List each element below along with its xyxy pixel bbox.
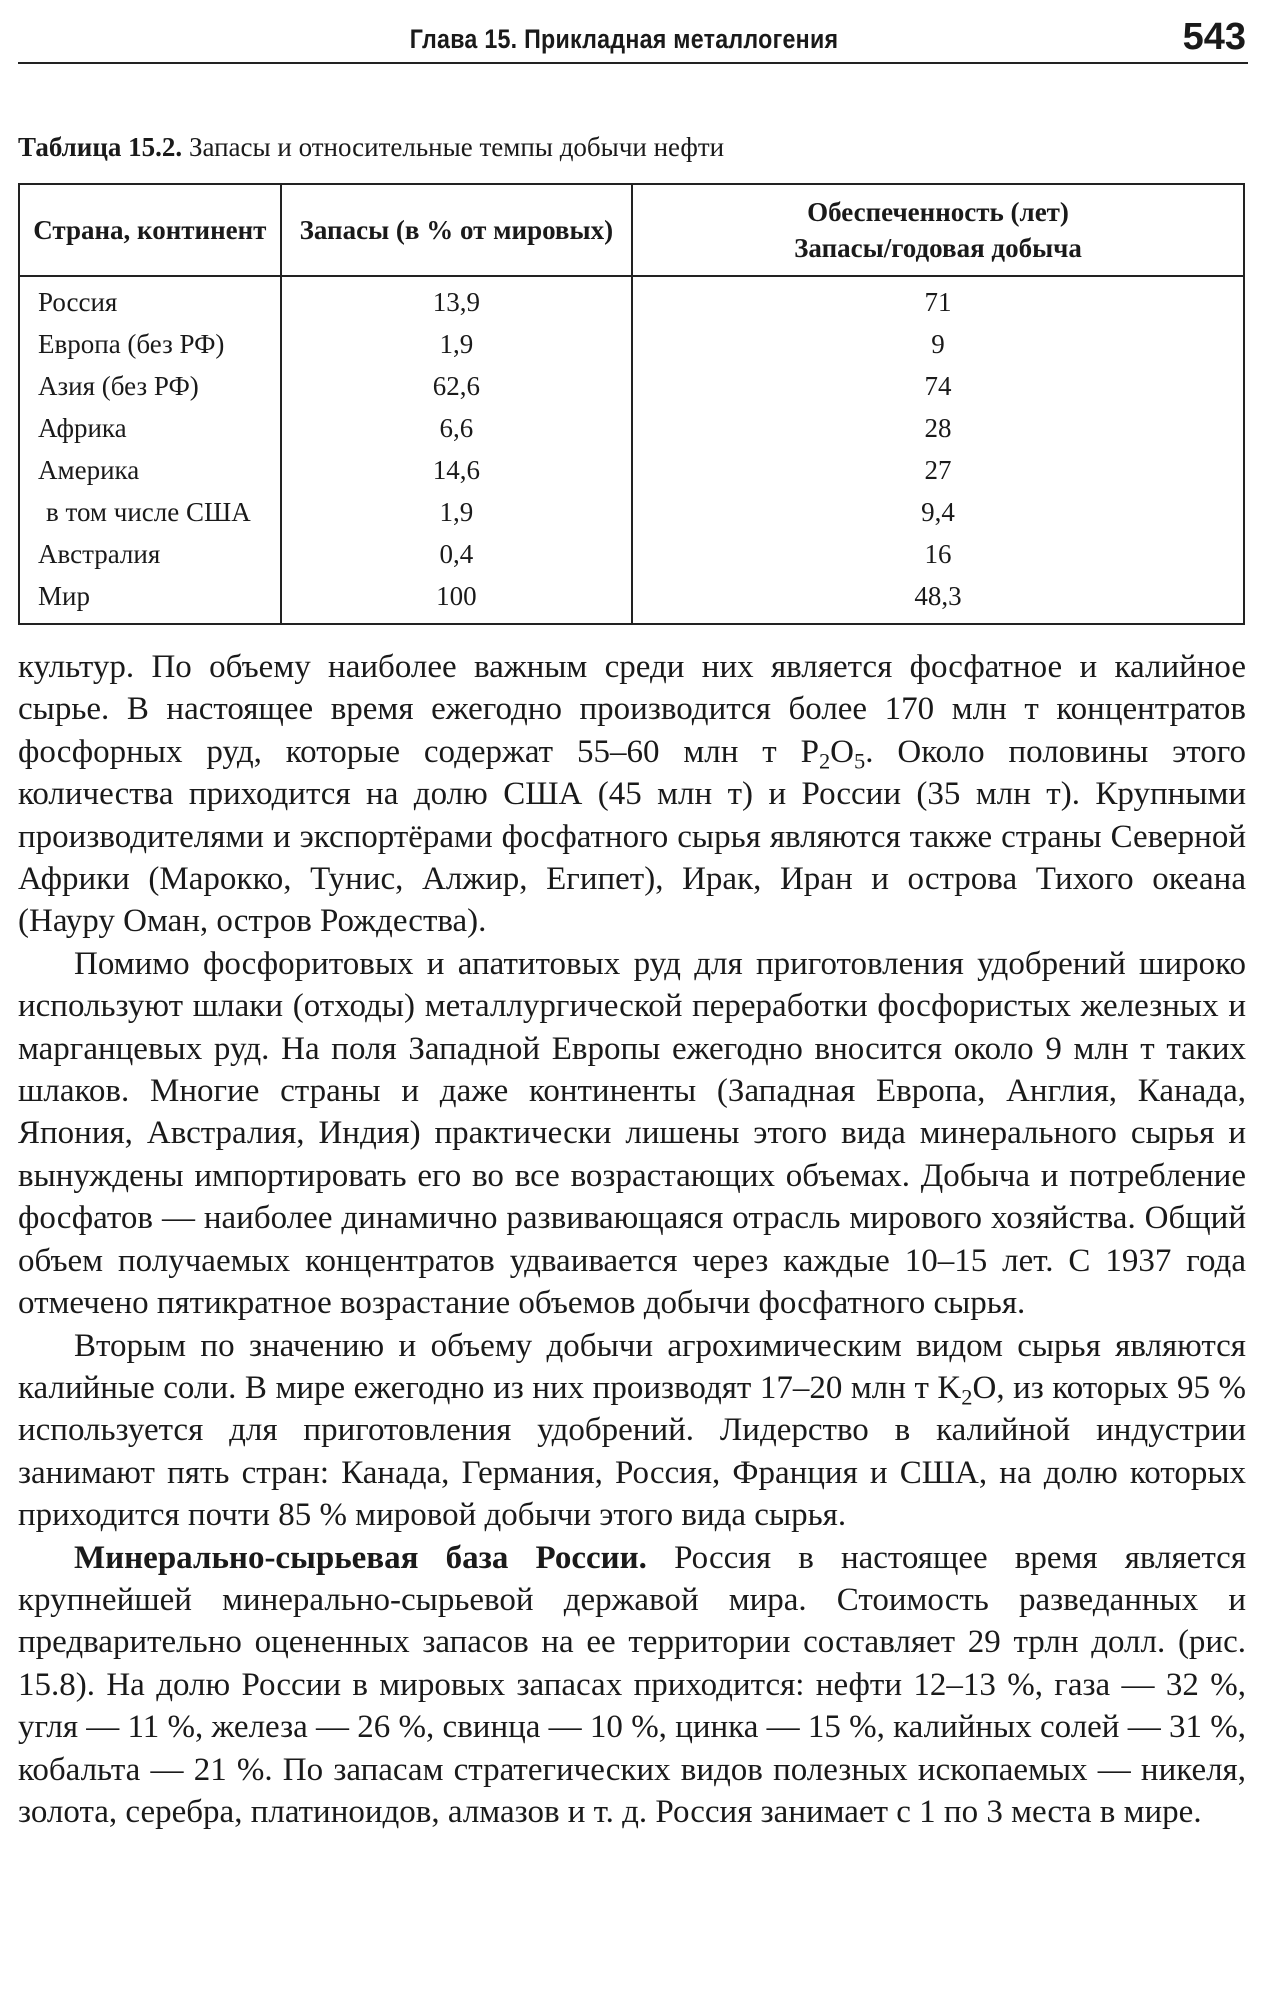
cell-country: Африка bbox=[19, 407, 281, 449]
table-row bbox=[19, 407, 1244, 449]
cell-years: 16 bbox=[632, 533, 1244, 575]
subscript: 5 bbox=[854, 748, 866, 774]
subscript: 2 bbox=[961, 1384, 973, 1410]
col-header-years-line1: Обеспеченность (лет) bbox=[807, 197, 1069, 227]
col-header-reserves: Запасы (в % от мировых) bbox=[281, 184, 632, 276]
cell-reserves: 1,9 bbox=[281, 491, 632, 533]
subscript: 2 bbox=[818, 748, 831, 774]
cell-country: Америка bbox=[19, 449, 281, 491]
cell-reserves: 0,4 bbox=[281, 533, 632, 575]
section-heading: Минерально-сырьевая база России. bbox=[74, 1539, 647, 1576]
cell-reserves: 62,6 bbox=[281, 365, 632, 407]
table-caption-text: Запасы и относительные темпы добычи нефти bbox=[188, 132, 725, 162]
chapter-title: Глава 15. Прикладная металлогения bbox=[409, 24, 838, 54]
table-row bbox=[19, 276, 1244, 323]
cell-years: 9,4 bbox=[632, 491, 1244, 533]
table-caption bbox=[18, 132, 724, 163]
paragraph-russia bbox=[18, 1537, 1246, 1834]
formula-part: O bbox=[830, 733, 854, 770]
paragraph-phosphate bbox=[18, 646, 1246, 943]
cell-reserves: 1,9 bbox=[281, 323, 632, 365]
cell-country: Россия bbox=[19, 276, 281, 323]
paragraph-potash-b: O, из которых 95 % используется для приготовления удобрений. Лидерство в калийной индустрии занимают пять стран: Канада, Германия, Россия, Франция и США, на долю которых приходится почти 85 % мировой добычи этого вида сырья. bbox=[18, 1369, 1246, 1534]
table-row bbox=[19, 365, 1244, 407]
cell-years: 27 bbox=[632, 449, 1244, 491]
paragraph-phosphate-a: культур. По объему наиболее важным среди них является фосфатное и калийное сырье. В настоящее время ежегодно производится более 170 млн т концентратов фосфорных руд, которые содержат 55–60 млн т P bbox=[18, 649, 1246, 770]
table-row bbox=[19, 491, 1244, 533]
paragraph-slag: Помимо фосфоритовых и апатитовых руд для приготовления удобрений широко используют шлаки (отходы) металлургической переработки фосфористых железных и марганцевых руд. На поля Западной Европы ежегодно вносится около 9 млн т таких шлаков. Многие страны и даже континенты (Западная Европа, Англия, Канада, Япония, Австралия, Индия) практически лишены этого вида минерального сырья и вынуждены импортировать его во все возрастающих объемах. Добыча и потребление фосфатов — наиболее динамично развивающаяся отрасль мирового хозяйства. Общий объем получаемых концентратов удваивается через каждые 10–15 лет. С 1937 года отмечено пятикратное возрастание объемов добычи фосфатного сырья. bbox=[18, 945, 1246, 1322]
cell-country: Европа (без РФ) bbox=[19, 323, 281, 365]
col-header-years-line2: Запасы/годовая добыча bbox=[794, 233, 1082, 263]
paragraph-potash bbox=[18, 1325, 1246, 1537]
cell-years: 48,3 bbox=[632, 575, 1244, 624]
table-header-row bbox=[19, 184, 1244, 276]
col-header-years bbox=[632, 184, 1244, 276]
cell-country: Мир bbox=[19, 575, 281, 624]
cell-country: Австралия bbox=[19, 533, 281, 575]
paragraph-russia-text: Россия в настоящее время является крупнейшей минерально-сырьевой державой мира. Стоимость разведанных и предварительно оцененных запасов на ее территории составляет 29 трлн долл. (рис. 15.8). На долю России в мировых запасах приходится: нефти 12–13 %, газа — 32 %, угля — 11 %, железа — 26 %, свинца — 10 %, цинка — 15 %, калийных солей — 31 %, кобальта — 21 %. По запасам стратегических видов полезных ископаемых — никеля, золота, серебра, платиноидов, алмазов и т. д. Россия занимает с 1 по 3 места в мире. bbox=[18, 1539, 1246, 1830]
cell-reserves: 100 bbox=[281, 575, 632, 624]
table-caption-label: Таблица 15.2. bbox=[18, 132, 183, 162]
cell-years: 74 bbox=[632, 365, 1244, 407]
page-number: 543 bbox=[1182, 16, 1246, 58]
oil-reserves-table bbox=[18, 183, 1245, 625]
cell-years: 9 bbox=[632, 323, 1244, 365]
paragraph-potash-a: Вторым по значению и объему добычи агрохимическим видом сырья являются калийные соли. В мире ежегодно из них производят 17–20 млн т K bbox=[18, 1327, 1246, 1406]
table-row bbox=[19, 575, 1244, 624]
cell-years: 28 bbox=[632, 407, 1244, 449]
table-row bbox=[19, 449, 1244, 491]
table-row bbox=[19, 323, 1244, 365]
table-row bbox=[19, 533, 1244, 575]
cell-reserves: 6,6 bbox=[281, 407, 632, 449]
body-text bbox=[18, 646, 1246, 1833]
col-header-country: Страна, континент bbox=[19, 184, 281, 276]
page-header bbox=[18, 12, 1248, 64]
cell-reserves: 13,9 bbox=[281, 276, 632, 323]
paragraph-phosphate-b: . Около половины этого количества приходится на долю США (45 млн т) и России (35 млн т). Крупными производителями и экспортёрами фосфатного сырья являются также страны Северной Африки (Марокко, Тунис, Алжир, Египет), Ирак, Иран и острова Тихого океана (Науру Оман, остров Рождества). bbox=[18, 733, 1247, 940]
cell-years: 71 bbox=[632, 276, 1244, 323]
cell-reserves: 14,6 bbox=[281, 449, 632, 491]
cell-country: в том числе США bbox=[19, 491, 281, 533]
cell-country: Азия (без РФ) bbox=[19, 365, 281, 407]
